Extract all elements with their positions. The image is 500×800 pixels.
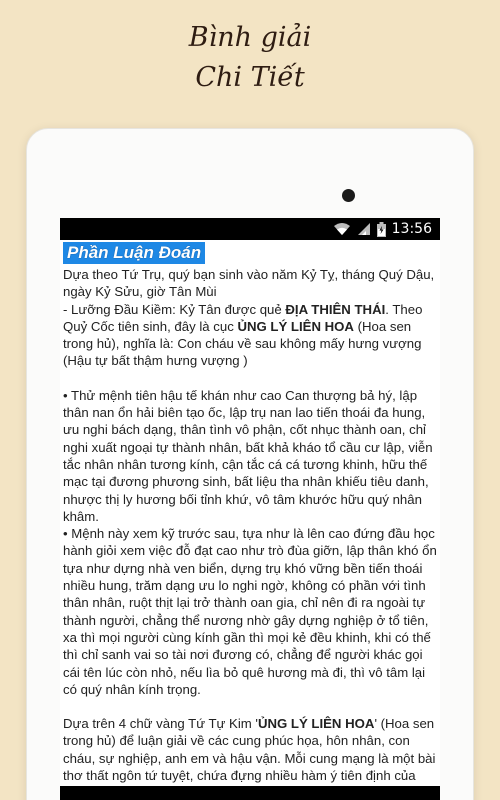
signal-icon: [357, 222, 371, 236]
intro-paragraph: Dựa theo Tứ Trụ, quý bạn sinh vào năm Kỷ Tỵ, tháng Quý Dậu, ngày Kỷ Sửu, giờ Tân Mùi: [63, 267, 435, 300]
lineage-text: . Theo Quỷ Cốc tiên sinh, đây là cục: [63, 301, 423, 334]
promo-line-1: Bình giải: [188, 22, 312, 53]
lineage-paragraph: [63, 301, 437, 370]
battery-icon: [377, 222, 386, 237]
section-title: Phần Luận Đoán: [63, 242, 205, 264]
lineage-text: (Hoa sen trong hủ), nghĩa là: Con cháu về sau không mấy hưng vượng (Hậu tự bất thậm hưng vượng ): [63, 318, 422, 369]
status-time: 13:56: [391, 221, 432, 237]
navigation-bar: [60, 786, 440, 800]
hexagram-name: ĐỊA THIÊN THÁI: [285, 301, 386, 317]
bullet-paragraph: • Mệnh này xem kỹ trước sau, tựa như là lên cao đứng đầu học hành giỏi xem việc đỗ đạt cao như trò đùa giỡn, lập thân khó ổn tựa như dựng nhà ven biển, dựng trụ khó vững bền tiến thoái nhiều hung, trăm dạng ưu lo nghi ngờ, không có phần với tình thân nhân, ruột thịt lại trở thành oan gia, chỉ nên đi ra ngoài tự thành người, chẳng thể nương nhờ gây dựng nghiệp ở tổ tiên, xa thì mọi người cùng kính gần thì mọi kẻ đều khinh, khi có thế thì chỉ sanh vai so tài nơi đương có, chẳng để người khác gọi cái tên lúc còn nhỏ, nếu lìa bỏ quê hương mà đi, thì vô tâm lại có quý nhân kính trọng.: [63, 526, 437, 697]
bullet-paragraph: • Thử mệnh tiên hậu tế khán như cao Can thượng bả hý, lập thân nan ổn hải biên tạo ốc, lập trụ nan lao tiến thoái đa hung, ưu nghi bách dạng, thân tình vô phận, cốt nhục thành oan, chỉ nghi xuất ngoại tự thành nhân, bất khả kháo tổ cầu cư lập, viễn tắc nhân nhân tương kính, cận tắc cá cá tương khinh, hữu thế mạc tại đương phương sinh, bất liệu tha nhân khiếu tiêu danh, nhược thị ly hương bối tỉnh khứ, vô tâm khước hữu quý nhân khâm.: [63, 387, 433, 524]
promo-line-2: Chi Tiết: [195, 62, 305, 93]
promo-heading: [0, 18, 500, 98]
camera-dot: [342, 189, 355, 202]
device-screen: [60, 218, 440, 800]
article-content[interactable]: [60, 240, 440, 800]
wifi-icon: [333, 222, 351, 236]
summary-text: ' (Hoa sen trong hủ) để luận giải về các cung phúc họa, hôn nhân, con cháu, sự nghiệp, anh em và hậu vận. Mỗi cung mạng là một bài thơ thất ngôn tứ tuyệt, chứa đựng nhiều hàm ý tiên định của: [63, 716, 436, 784]
pattern-name: ỦNG LÝ LIÊN HOA: [257, 716, 375, 732]
pattern-name: ỦNG LÝ LIÊN HOA: [237, 318, 354, 334]
status-bar: [60, 218, 440, 240]
lineage-text: - Lưỡng Đầu Kiềm: Kỷ Tân được quẻ: [63, 301, 286, 317]
summary-text: Dựa trên 4 chữ vàng Tứ Tự Kim ': [63, 716, 258, 732]
